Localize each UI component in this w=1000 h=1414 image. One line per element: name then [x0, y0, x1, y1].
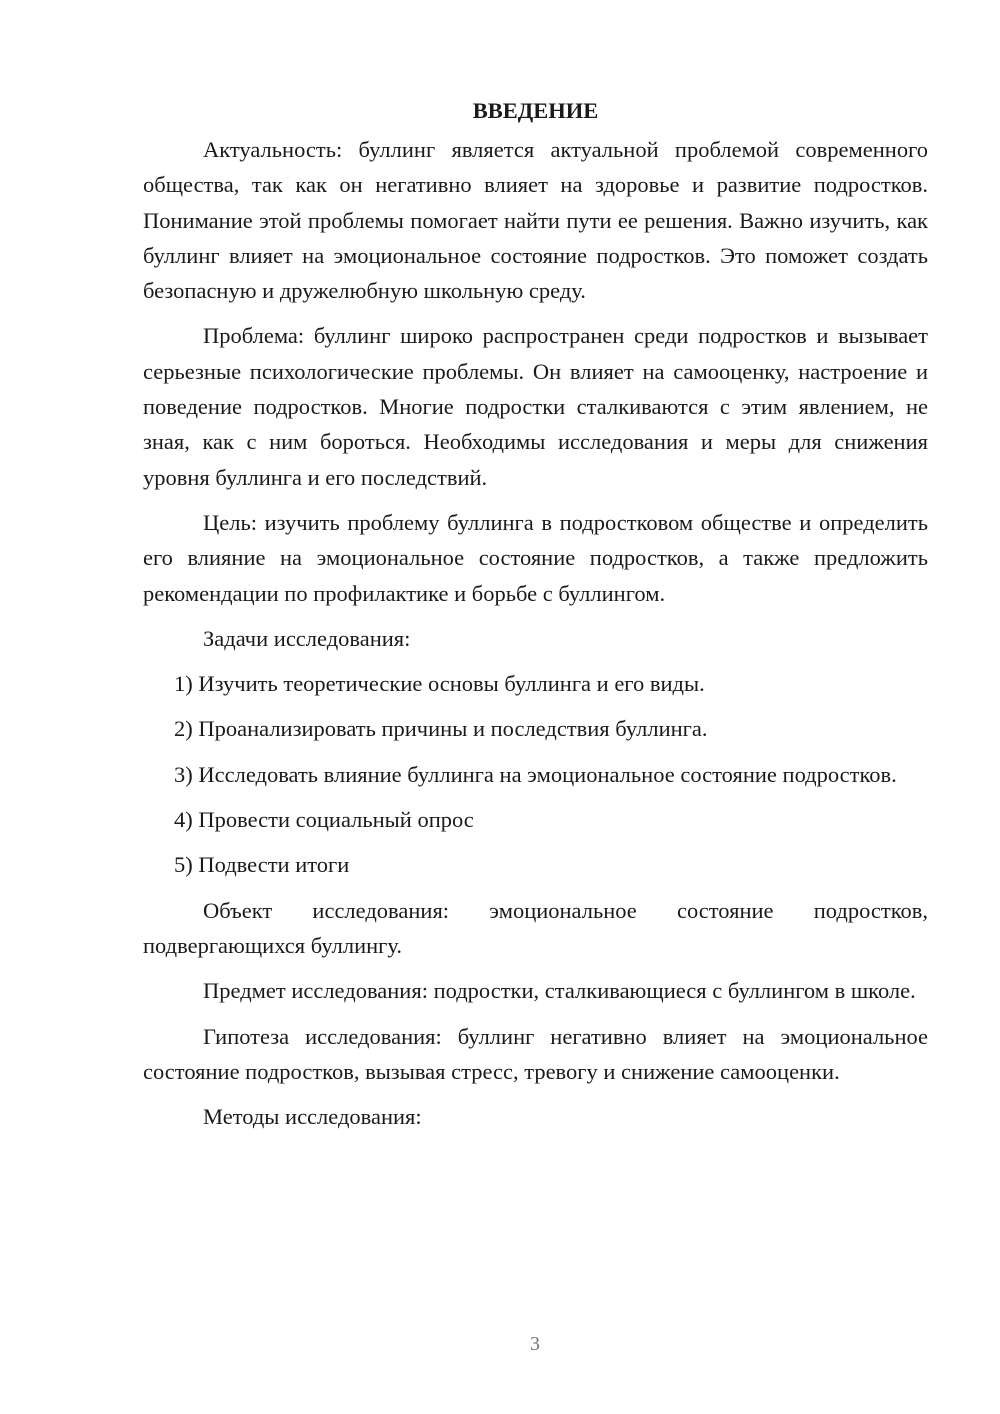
paragraph-methods: Методы исследования: [203, 1104, 422, 1130]
page-number: 3 [530, 1333, 540, 1355]
paragraph-object: Объект исследования: эмоциональное состояние подростков, подвергающихся буллингу. [143, 897, 928, 958]
page-title: ВВЕДЕНИЕ [472, 98, 599, 123]
paragraph-subject: Предмет исследования: подростки, сталкивающиеся с буллингом в школе. [203, 978, 916, 1004]
paragraph-relevance: Актуальность: буллинг является актуальной проблемой современного общества, так как он негативно влияет на здоровье и развитие подростков. Понимание этой проблемы помогает найти пути ее решения. Важно изучить, как буллинг влияет на эмоциональное состояние подростков. Это поможет создать безопасную и дружелюбную школьную среду. [143, 137, 928, 304]
document-page [143, 96, 928, 1144]
task-item-3: 3) Исследовать влияние буллинга на эмоциональное состояние подростков. [174, 761, 897, 787]
task-item-2: 2) Проанализировать причины и последствия буллинга. [174, 716, 708, 742]
task-item-5: 5) Подвести итоги [174, 852, 350, 878]
task-item-4: 4) Провести социальный опрос [174, 807, 474, 833]
paragraph-goal: Цель: изучить проблему буллинга в подростковом обществе и определить его влияние на эмоциональное состояние подростков, а также предложить рекомендации по профилактике и борьбе с буллингом. [143, 509, 928, 606]
paragraph-tasks-heading: Задачи исследования: [203, 625, 411, 651]
task-item-1: 1) Изучить теоретические основы буллинга и его виды. [174, 671, 705, 697]
paragraph-problem: Проблема: буллинг широко распространен среди подростков и вызывает серьезные психологические проблемы. Он влияет на самооценку, настроение и поведение подростков. Многие подростки сталкиваются с этим явлением, не зная, как с ним бороться. Необходимы исследования и меры для снижения уровня буллинга и его последствий. [143, 323, 928, 490]
paragraph-hypothesis: Гипотеза исследования: буллинг негативно влияет на эмоциональное состояние подростков, вызывая стресс, тревогу и снижение самооценки. [143, 1023, 928, 1084]
